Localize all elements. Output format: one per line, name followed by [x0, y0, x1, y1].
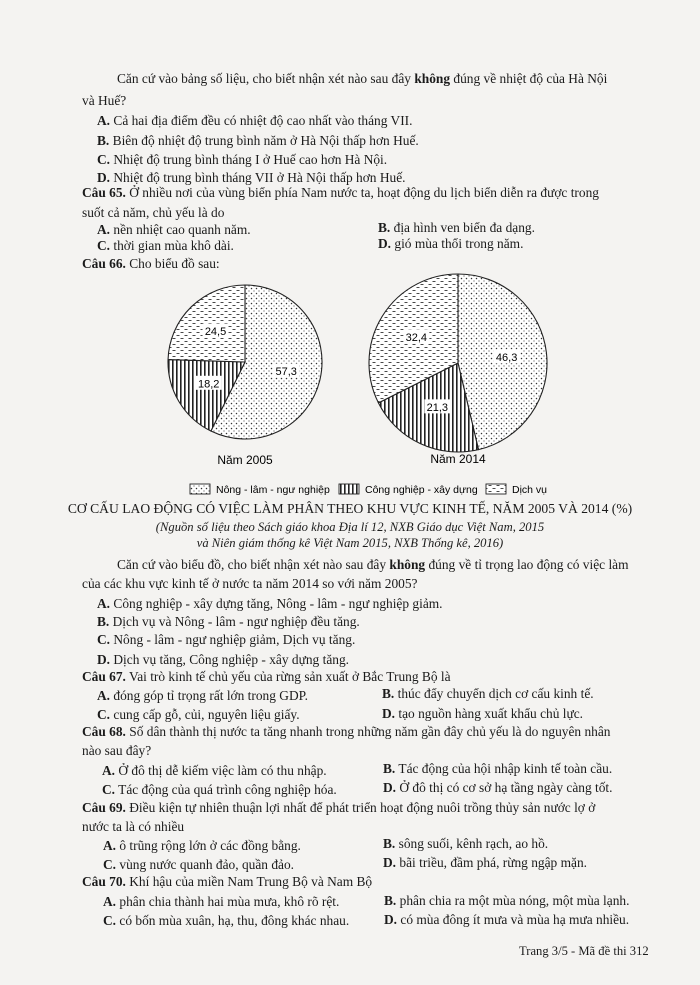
- chart-title: CƠ CẤU LAO ĐỘNG CÓ VIỆC LÀM PHÂN THEO KHU VỰC KINH TẾ, NĂM 2005 VÀ 2014 (%): [67, 501, 633, 516]
- q65-stem: Câu 65. Ở nhiều nơi của vùng biển phía Nam nước ta, hoạt động du lịch biển diễn ra được trong: [82, 185, 599, 200]
- legend-label-nong-lam-ngu-nghiep: Nông - lâm - ngư nghiệp: [216, 484, 330, 496]
- chart-source-line1: (Nguồn số liệu theo Sách giáo khoa Địa lí 12, NXB Giáo dục Việt Nam, 2015: [155, 520, 545, 534]
- q69-stem-line2: nước ta là có nhiều: [82, 819, 185, 834]
- q66-option-c: C. Nông - lâm - ngư nghiệp giảm, Dịch vụ tăng.: [97, 632, 356, 647]
- q64-option-a: A. Cả hai địa điểm đều có nhiệt độ cao nhất vào tháng VII.: [97, 113, 413, 128]
- q65-option-a: A. nền nhiệt cao quanh năm.: [97, 222, 251, 237]
- legend-label-dich-vu: Dịch vụ: [512, 484, 548, 496]
- q70-option-d: D. có mùa đông ít mưa và mùa hạ mưa nhiều.: [384, 912, 630, 927]
- q70-option-a: A. phân chia thành hai mùa mưa, khô rõ rệt.: [103, 894, 340, 909]
- legend-swatch-cong-nghiep-xay-dung: [339, 484, 359, 494]
- q67-option-d: D. tạo nguồn hàng xuất khẩu chủ lực.: [382, 706, 584, 721]
- q69-option-b: B. sông suối, kênh rạch, ao hồ.: [383, 836, 549, 851]
- q66-question: Căn cứ vào biểu đồ, cho biết nhận xét nào sau đây không đúng về tỉ trọng lao động có việc làm: [117, 557, 629, 572]
- q67-option-a: A. đóng góp tỉ trọng rất lớn trong GDP.: [97, 688, 308, 703]
- q68-option-d: D. Ở đô thị có cơ sở hạ tầng ngày càng tốt.: [383, 780, 613, 795]
- q64-option-d: D. Nhiệt độ trung bình tháng VII ở Hà Nội thấp hơn Huế.: [97, 170, 406, 185]
- chart-source-line2: và Niên giám thống kê Việt Nam 2015, NXB Thống kê, 2016): [196, 536, 504, 550]
- q70-stem: Câu 70. Khí hậu của miền Nam Trung Bộ và Nam Bộ: [82, 874, 373, 889]
- pie-2005-value-label-cong-nghiep-xay-dung: 18,2: [197, 378, 220, 391]
- q66-option-b: B. Dịch vụ và Nông - lâm - ngư nghiệp đều tăng.: [97, 614, 360, 629]
- pie-2005-slice-dich-vu: [168, 285, 245, 362]
- q68-option-b: B. Tác động của hội nhập kinh tế toàn cầu.: [383, 761, 613, 776]
- q68-stem-line2: nào sau đây?: [82, 743, 152, 758]
- q69-option-a: A. ô trũng rộng lớn ở các đồng bằng.: [103, 838, 301, 853]
- q66-question-line2: của các khu vực kinh tế ở nước ta năm 2014 so với năm 2005?: [82, 576, 418, 591]
- pie-2014-value-label-nong-lam-ngu-nghiep: 46,3: [495, 351, 518, 364]
- q69-stem: Câu 69. Điều kiện tự nhiên thuận lợi nhất để phát triển hoạt động nuôi trồng thủy sản nước lợ ở: [82, 800, 596, 815]
- legend-swatch-nong-lam-ngu-nghiep: [190, 484, 210, 494]
- q66-option-a: A. Công nghiệp - xây dựng tăng, Nông - lâm - ngư nghiệp giảm.: [97, 596, 443, 611]
- q68-option-c: C. Tác động của quá trình công nghiệp hóa.: [102, 782, 337, 797]
- q65-option-b: B. địa hình ven biển đa dạng.: [378, 220, 535, 235]
- q66-option-d: D. Dịch vụ tăng, Công nghiệp - xây dựng tăng.: [97, 652, 349, 667]
- pie-2014-value-label-cong-nghiep-xay-dung: 21,3: [426, 401, 449, 414]
- q64-stem: Căn cứ vào bảng số liệu, cho biết nhận xét nào sau đây không đúng về nhiệt độ của Hà Nội: [117, 71, 608, 86]
- legend-label-cong-nghiep-xay-dung: Công nghiệp - xây dựng: [365, 484, 478, 496]
- q67-option-c: C. cung cấp gỗ, củi, nguyên liệu giấy.: [97, 707, 300, 722]
- q65-option-d: D. gió mùa thổi trong năm.: [378, 236, 524, 251]
- q64-stem-line2: và Huế?: [82, 93, 127, 108]
- legend-swatch-dich-vu: [486, 484, 506, 494]
- pie-2005-value-label-dich-vu: 24,5: [204, 326, 227, 339]
- pie-2005-caption: Năm 2005: [217, 453, 273, 467]
- q65-stem-line2: suốt cả năm, chủ yếu là do: [82, 205, 225, 220]
- pie-chart-figure: [0, 262, 700, 502]
- pie-2014-caption: Năm 2014: [430, 452, 486, 466]
- q68-option-a: A. Ở đô thị dễ kiếm việc làm có thu nhập.: [102, 763, 327, 778]
- page-footer: Trang 3/5 - Mã đề thi 312: [519, 944, 649, 958]
- q64-option-c: C. Nhiệt độ trung bình tháng I ở Huế cao hơn Hà Nội.: [97, 152, 388, 167]
- q67-option-b: B. thúc đẩy chuyển dịch cơ cấu kinh tế.: [382, 686, 594, 701]
- q67-stem: Câu 67. Vai trò kinh tế chủ yếu của rừng sản xuất ở Bắc Trung Bộ là: [82, 669, 451, 684]
- q68-stem: Câu 68. Số dân thành thị nước ta tăng nhanh trong những năm gần đây chủ yếu là do nguyên nhân: [82, 724, 611, 739]
- pie-2014-value-label-dich-vu: 32,4: [405, 331, 428, 344]
- pie-2005-value-label-nong-lam-ngu-nghiep: 57,3: [275, 366, 297, 379]
- q65-option-c: C. thời gian mùa khô dài.: [97, 238, 234, 253]
- q70-option-c: C. có bốn mùa xuân, hạ, thu, đông khác nhau.: [103, 913, 350, 928]
- q70-option-b: B. phân chia ra một mùa nóng, một mùa lạnh.: [384, 893, 630, 908]
- q66-stem: Câu 66. Cho biểu đồ sau:: [82, 256, 220, 271]
- q69-option-c: C. vùng nước quanh đảo, quần đảo.: [103, 857, 295, 872]
- q69-option-d: D. bãi triều, đầm phá, rừng ngập mặn.: [383, 855, 587, 870]
- q64-option-b: B. Biên độ nhiệt độ trung bình năm ở Hà Nội thấp hơn Huế.: [97, 133, 419, 148]
